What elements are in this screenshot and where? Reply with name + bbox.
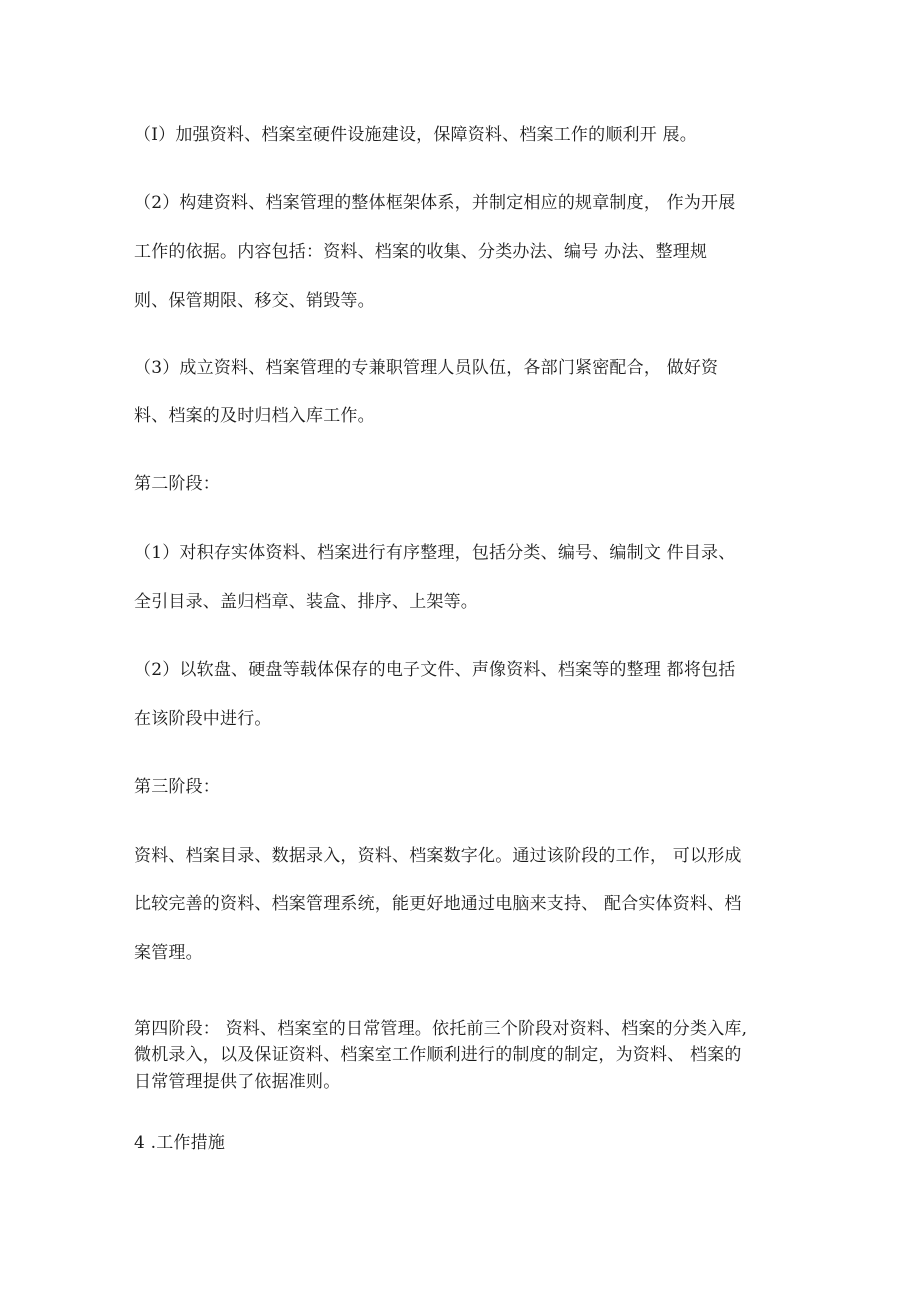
item-2-line-1: （2）构建资料、档案管理的整体框架体系，并制定相应的规章制度， 作为开展 [134, 193, 736, 213]
item-1-line-1: （I）加强资料、档案室硬件设施建设，保障资料、档案工作的顺利开 展。 [134, 125, 697, 145]
stage-2-item-1-line-1: （1）对积存实体资料、档案进行有序整理，包括分类、编号、编制文 件目录、 [134, 543, 736, 563]
stage-4-line-2: 微机录入，以及保证资料、档案室工作顺利进行的制度的制定，为资料、 档案的 [134, 1045, 742, 1065]
stage-2-item-2-line-1: （2）以软盘、硬盘等载体保存的电子文件、声像资料、档案等的整理 都将包括 [134, 660, 736, 680]
stage-3-line-1: 资料、档案目录、数据录入，资料、档案数字化。通过该阶段的工作， 可以形成 [134, 846, 742, 866]
stage-3-heading: 第三阶段： [134, 777, 220, 797]
stage-4-line-1: 第四阶段： 资料、档案室的日常管理。依托前三个阶段对资料、档案的分类入库, [134, 1019, 748, 1039]
stage-2-item-2-line-2: 在该阶段中进行。 [134, 709, 272, 729]
item-3-line-2: 料、档案的及时归档入库工作。 [134, 406, 375, 426]
item-3-line-1: （3）成立资料、档案管理的专兼职管理人员队伍，各部门紧密配合， 做好资 [134, 358, 719, 378]
item-2-line-3: 则、保管期限、移交、销毁等。 [134, 291, 375, 311]
item-2-line-2: 工作的依据。内容包括：资料、档案的收集、分类办法、编号 办法、整理规 [134, 242, 708, 262]
stage-2-heading: 第二阶段： [134, 474, 220, 494]
stage-3-line-3: 案管理。 [134, 943, 203, 963]
section-4-heading: 4 .工作措施 [134, 1133, 226, 1153]
stage-2-item-1-line-2: 全引目录、盖归档章、装盒、排序、上架等。 [134, 592, 478, 612]
stage-3-line-2: 比较完善的资料、档案管理系统，能更好地通过电脑来支持、 配合实体资料、档 [134, 894, 742, 914]
stage-4-line-3: 日常管理提供了依据准则。 [134, 1072, 341, 1092]
